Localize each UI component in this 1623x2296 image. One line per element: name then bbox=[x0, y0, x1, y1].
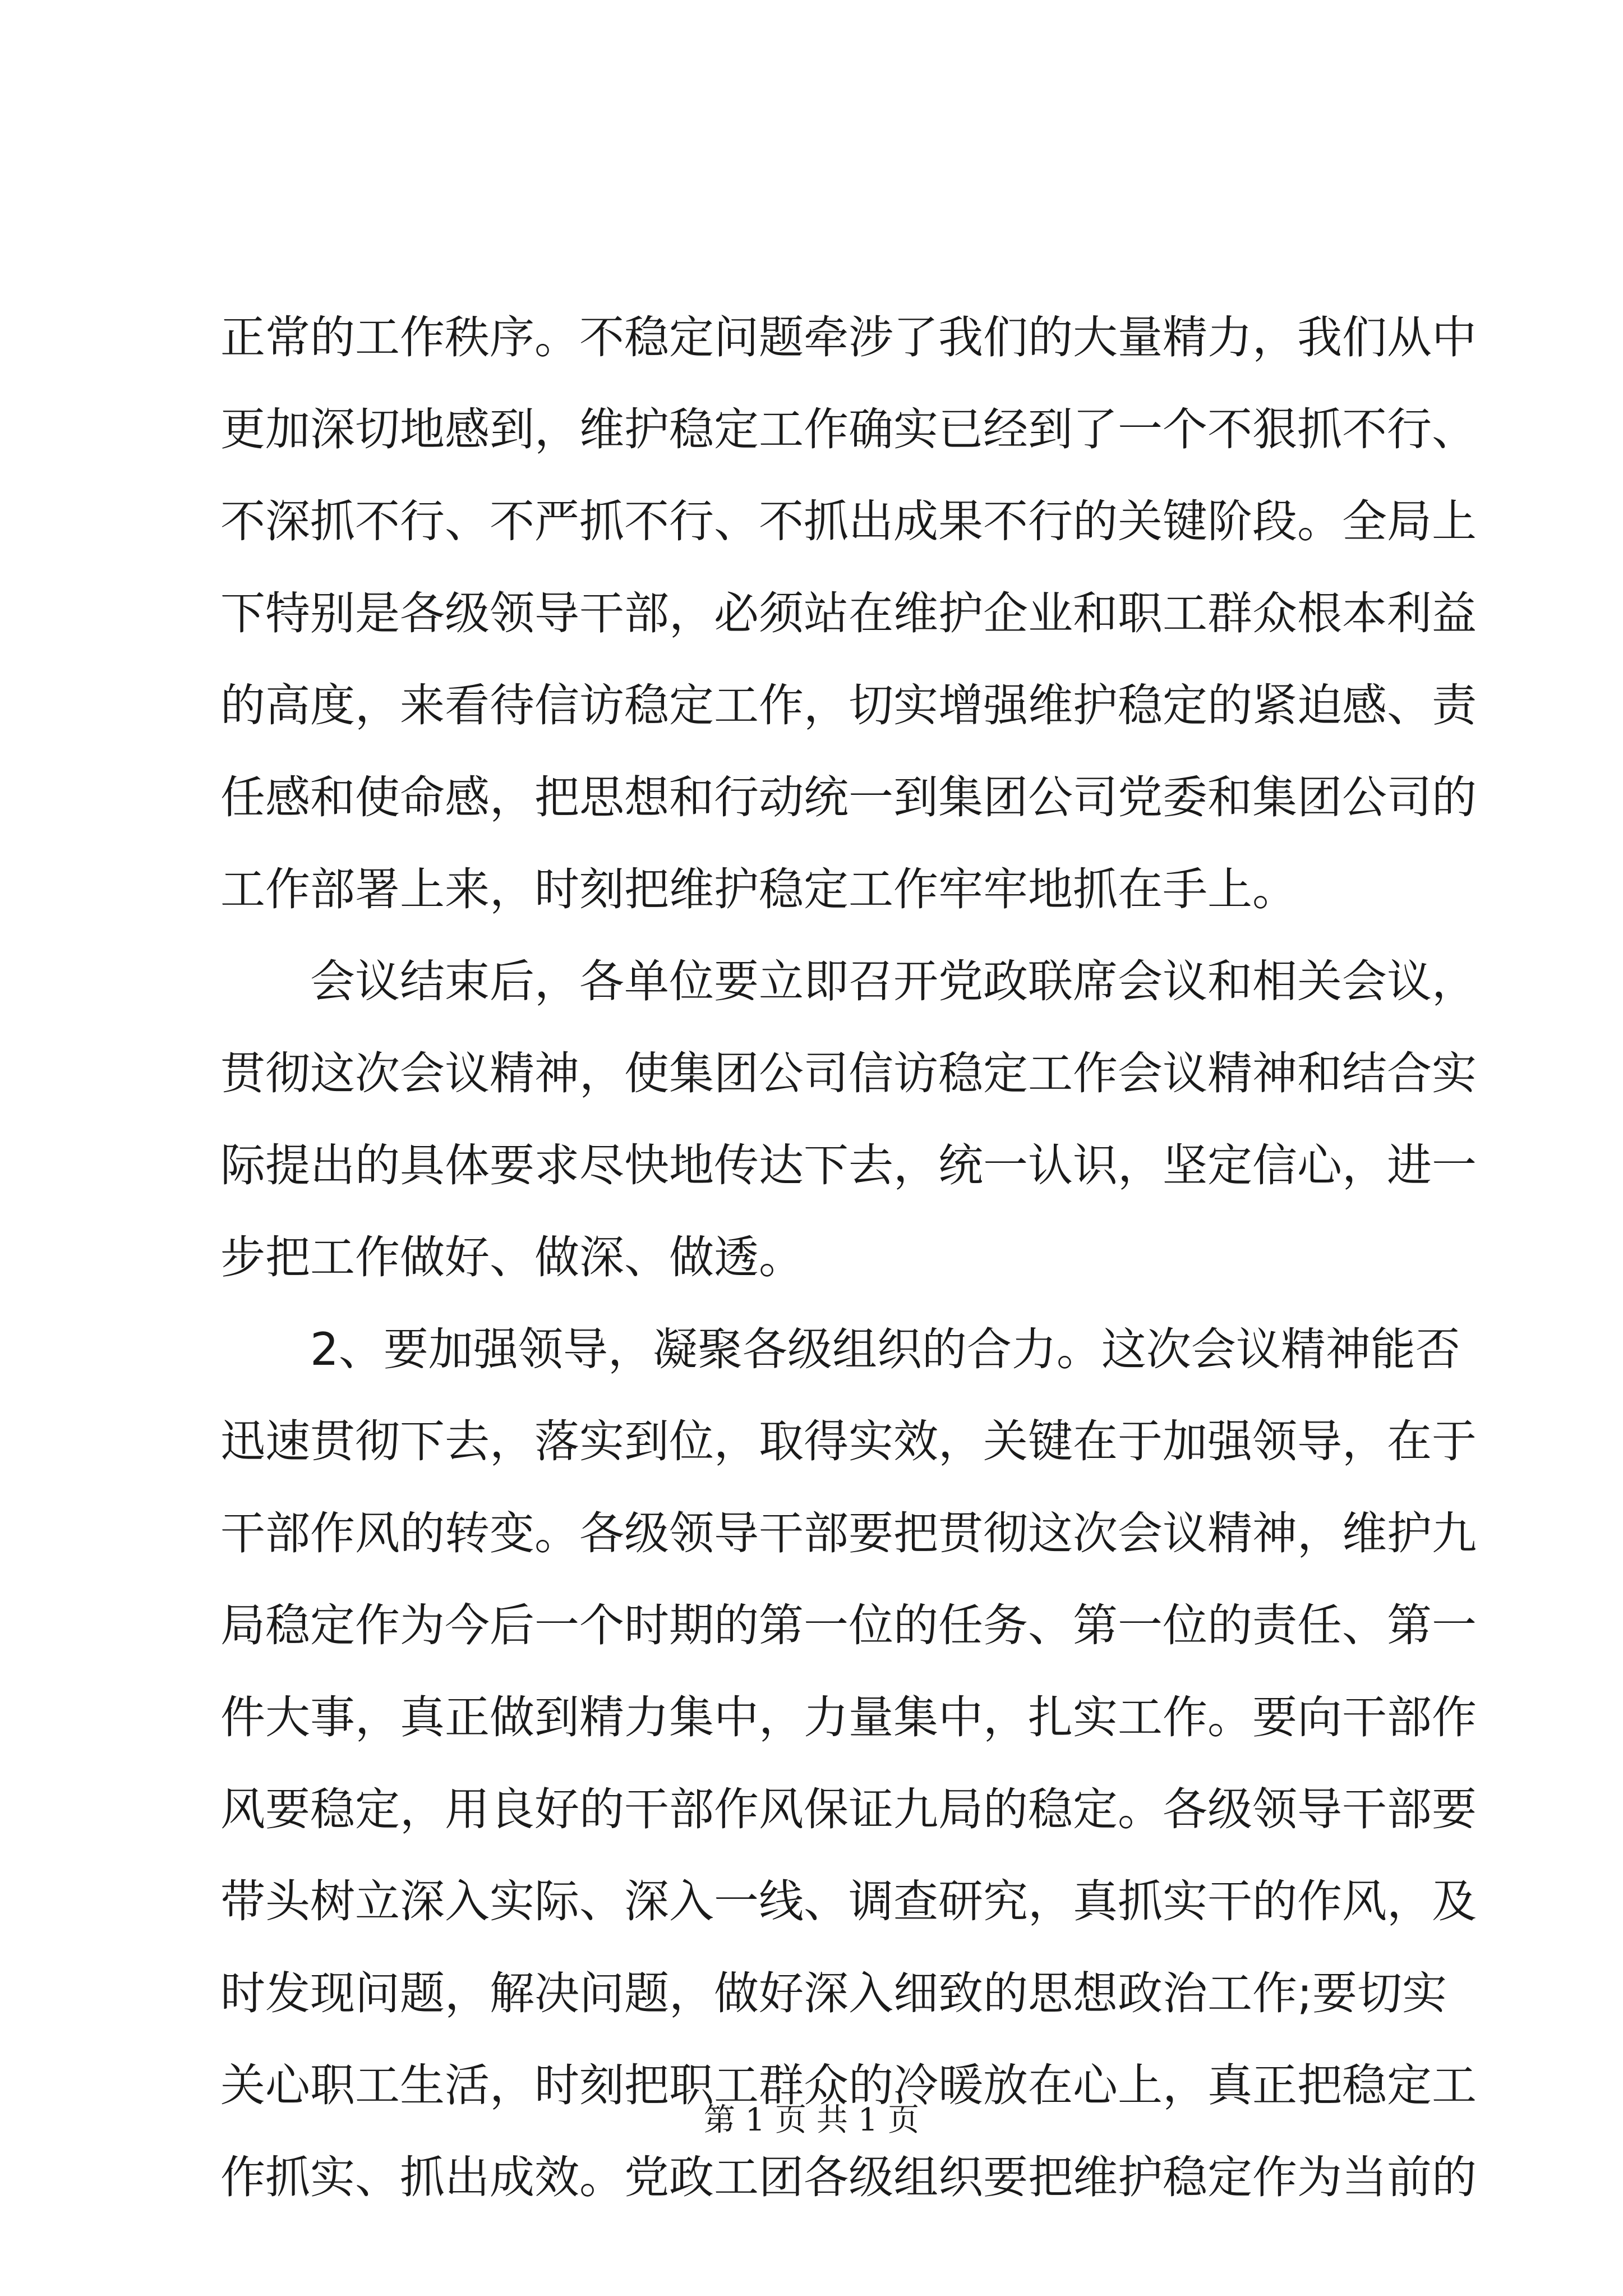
text-line: 不深抓不行、不严抓不行、不抓出成果不行的关键阶段。全局上 bbox=[220, 495, 1477, 547]
text-line: 贯彻这次会议精神，使集团公司信访稳定工作会议精神和结合实 bbox=[220, 1047, 1477, 1099]
text-line: 工作部署上来，时刻把维护稳定工作牢牢地抓在手上。 bbox=[220, 863, 1297, 915]
text-line: 更加深切地感到，维护稳定工作确实已经到了一个不狠抓不行、 bbox=[220, 403, 1477, 455]
text-line: 2、要加强领导，凝聚各级组织的合力。这次会议精神能否 bbox=[310, 1323, 1460, 1375]
text-line: 风要稳定，用良好的干部作风保证九局的稳定。各级领导干部要 bbox=[220, 1783, 1477, 1835]
text-line: 带头树立深入实际、深入一线、调查研究，真抓实干的作风，及 bbox=[220, 1875, 1477, 1927]
text-line: 局稳定作为今后一个时期的第一位的任务、第一位的责任、第一 bbox=[220, 1599, 1477, 1651]
text-line: 下特别是各级领导干部，必须站在维护企业和职工群众根本利益 bbox=[220, 587, 1477, 639]
text-line: 件大事，真正做到精力集中，力量集中，扎实工作。要向干部作 bbox=[220, 1691, 1477, 1743]
text-line: 际提出的具体要求尽快地传达下去，统一认识，坚定信心，进一 bbox=[220, 1139, 1477, 1191]
text-line: 时发现问题，解决问题，做好深入细致的思想政治工作;要切实 bbox=[220, 1967, 1447, 2019]
text-line: 任感和使命感，把思想和行动统一到集团公司党委和集团公司的 bbox=[220, 771, 1477, 823]
text-line: 迅速贯彻下去，落实到位，取得实效，关键在于加强领导，在于 bbox=[220, 1415, 1477, 1467]
text-line: 正常的工作秩序。不稳定问题牵涉了我们的大量精力，我们从中 bbox=[220, 311, 1477, 364]
text-line: 干部作风的转变。各级领导干部要把贯彻这次会议精神，维护九 bbox=[220, 1507, 1477, 1559]
document-body bbox=[220, 292, 1477, 2224]
page-footer: 第 1 页 共 1 页 bbox=[703, 2102, 920, 2138]
text-line: 步把工作做好、做深、做透。 bbox=[220, 1231, 804, 1283]
text-line: 作抓实、抓出成效。党政工团各级组织要把维护稳定作为当前的 bbox=[220, 2151, 1477, 2203]
text-line: 关心职工生活，时刻把职工群众的冷暖放在心上，真正把稳定工 bbox=[220, 2059, 1477, 2111]
text-line: 会议结束后，各单位要立即召开党政联席会议和相关会议， bbox=[310, 955, 1477, 1007]
text-line: 的高度，来看待信访稳定工作，切实增强维护稳定的紧迫感、责 bbox=[220, 679, 1477, 731]
